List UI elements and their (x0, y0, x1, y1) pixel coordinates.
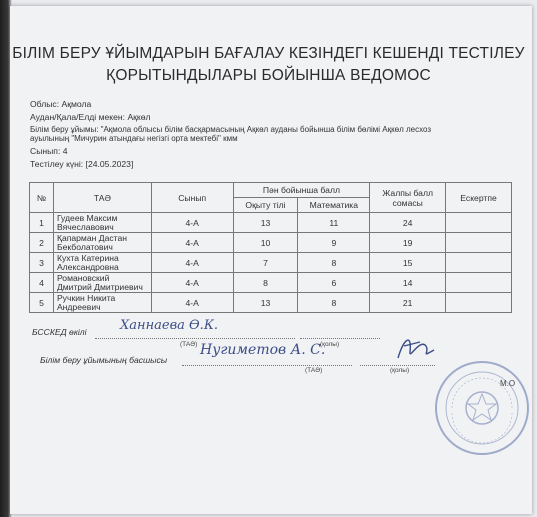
cell-no: 3 (30, 253, 54, 273)
cell-name (53, 273, 151, 293)
bsskd-name-line (95, 338, 295, 339)
table-row (30, 273, 512, 293)
cell-no: 1 (30, 213, 54, 233)
name-line1: Романовский (56, 272, 110, 283)
cell-name (53, 253, 151, 273)
results-table (29, 182, 512, 313)
test-date-field: Тестілеу күні: [24.05.2023] (30, 159, 134, 169)
name-line1: Кухта Катерина (56, 252, 119, 263)
name-line2: Дмитрий Дмитриевич (56, 281, 143, 292)
cell-total: 19 (370, 233, 446, 253)
cell-total: 14 (370, 273, 446, 293)
cell-reading: 10 (233, 233, 298, 253)
bsskd-tae-caption: (ТАӘ) (180, 341, 198, 348)
header-reading: Оқыту тілі (233, 198, 298, 213)
table-row (30, 233, 512, 253)
official-seal-icon (432, 358, 532, 458)
cell-class: 4-А (151, 293, 233, 313)
school-field-line1: Білім беру ұйымы: "Ақмола облысы білім басқармасының Ақкөл ауданы бойынша білім бөлімі Ақкөл лесхоз (30, 125, 432, 134)
header-math: Математика (298, 198, 370, 213)
header-total: Жалпы балл сомасы (370, 183, 446, 213)
header-name: ТАӘ (53, 183, 151, 213)
cell-math: 11 (298, 213, 370, 233)
bsskd-sign-caption: (қолы) (320, 341, 340, 348)
name-line2: Вячеславович (56, 221, 114, 232)
cell-no: 2 (30, 233, 54, 253)
class-field: Сынып: 4 (30, 146, 68, 156)
table-row (30, 253, 512, 273)
cell-note (446, 293, 512, 313)
name-line1: Ручкин Никита (56, 292, 116, 303)
table-row (30, 213, 512, 233)
cell-total: 24 (370, 213, 446, 233)
stamp-place-label: М.О (500, 379, 516, 388)
cell-note (446, 273, 512, 293)
district-field: Аудан/Қала/Елді мекен: Ақкөл (30, 112, 151, 122)
cell-math: 9 (298, 233, 370, 253)
name-line2: Андреевич (56, 301, 101, 312)
cell-name (53, 213, 151, 233)
cell-reading: 13 (233, 293, 298, 313)
cell-class: 4-А (151, 213, 233, 233)
cell-note (446, 233, 512, 253)
document-title-line2: ҚОРЫТЫНДЫЛАРЫ БОЙЫНША ВЕДОМОС (106, 67, 431, 84)
cell-math: 8 (298, 293, 370, 313)
cell-no: 5 (30, 293, 54, 313)
cell-reading: 13 (233, 213, 298, 233)
director-label: Білім беру ұйымының басшысы (40, 355, 168, 365)
name-line1: Гудеев Максим (56, 212, 118, 223)
region-field: Облыс: Ақмола (30, 99, 92, 109)
table-header-row (30, 183, 512, 198)
director-tae-caption: (ТАӘ) (305, 367, 323, 374)
name-line2: Александровна (56, 261, 119, 272)
school-field-line2: ауылының "Мичурин атындағы негізгі орта мектебі" кмм (30, 134, 238, 143)
table-row (30, 293, 512, 313)
cell-reading: 8 (233, 273, 298, 293)
cell-note (446, 253, 512, 273)
cell-math: 8 (298, 253, 370, 273)
cell-note (446, 213, 512, 233)
cell-total: 21 (370, 293, 446, 313)
cell-class: 4-А (151, 253, 233, 273)
header-no: № (30, 183, 54, 213)
director-name-line (182, 365, 352, 366)
bsskd-sign-line (300, 338, 380, 339)
document-title-line1: БІЛІМ БЕРУ ҰЙЫМДАРЫН БАҒАЛАУ КЕЗІНДЕГІ КЕШЕНДІ ТЕСТІЛЕУ (12, 45, 525, 62)
cell-total: 15 (370, 253, 446, 273)
cell-name (53, 233, 151, 253)
header-class: Сынып (151, 183, 233, 213)
director-name-handwritten: Нугиметов А. С. (200, 342, 326, 358)
header-subjects: Пән бойынша балл (233, 183, 370, 198)
name-line1: Қапарман Дастан (56, 232, 128, 243)
director-sign-caption: (қолы) (390, 367, 410, 374)
name-line2: Бекболатович (56, 241, 113, 252)
header-note: Ескертпе (446, 183, 512, 213)
cell-no: 4 (30, 273, 54, 293)
cell-class: 4-А (151, 273, 233, 293)
bsskd-label: БССКЕД өкілі (32, 327, 87, 337)
cell-name (53, 293, 151, 313)
cell-class: 4-А (151, 233, 233, 253)
bsskd-name-handwritten: Ханнаева Ө.К. (120, 318, 219, 333)
cell-reading: 7 (233, 253, 298, 273)
cell-math: 6 (298, 273, 370, 293)
